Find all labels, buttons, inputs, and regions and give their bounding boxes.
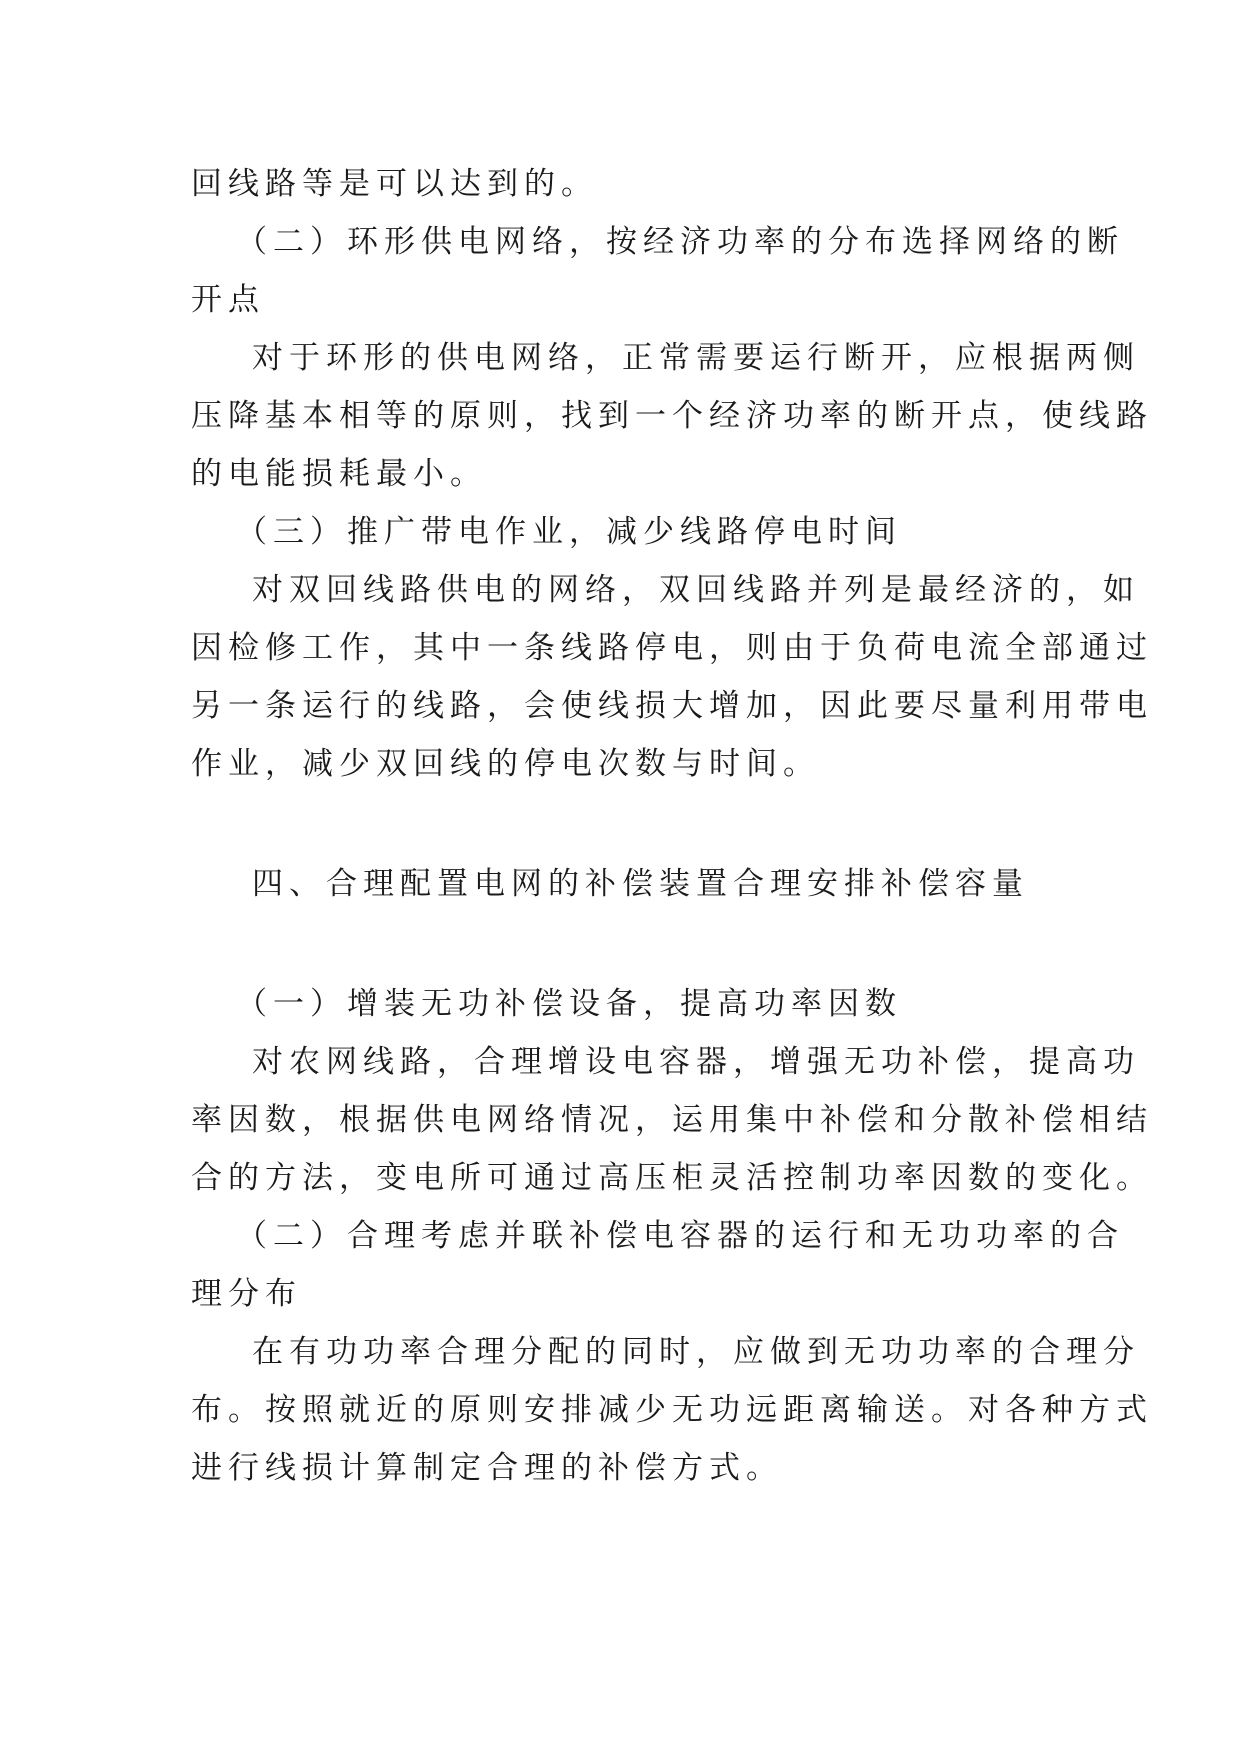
paragraph-line: 率因数，根据供电网络情况，运用集中补偿和分散补偿相结 [191,1102,1153,1138]
paragraph-line: 作业，减少双回线的停电次数与时间。 [191,746,820,782]
section-heading: （二）环形供电网络，按经济功率的分布选择网络的断 [236,224,1124,260]
section-heading-continued: 开点 [191,282,265,318]
paragraph-line: 因检修工作，其中一条线路停电，则由于负荷电流全部通过 [191,630,1153,666]
section-heading: （一）增装无功补偿设备，提高功率因数 [236,986,902,1022]
section-heading-continued: 理分布 [191,1276,302,1312]
section-heading: （二）合理考虑并联补偿电容器的运行和无功功率的合 [236,1218,1124,1254]
section-heading: （三）推广带电作业，减少线路停电时间 [236,514,902,550]
paragraph-line: 在有功功率合理分配的同时，应做到无功功率的合理分 [252,1334,1140,1370]
paragraph-line: 回线路等是可以达到的。 [191,166,598,202]
paragraph-line: 对于环形的供电网络，正常需要运行断开，应根据两侧 [252,340,1140,376]
paragraph-line: 布。按照就近的原则安排减少无功远距离输送。对各种方式 [191,1392,1153,1428]
paragraph-line: 合的方法，变电所可通过高压柜灵活控制功率因数的变化。 [191,1160,1153,1196]
paragraph-line: 压降基本相等的原则，找到一个经济功率的断开点，使线路 [191,398,1153,434]
paragraph-line: 对农网线路，合理增设电容器，增强无功补偿，提高功 [252,1044,1140,1080]
paragraph-line: 另一条运行的线路，会使线损大增加，因此要尽量利用带电 [191,688,1153,724]
paragraph-line: 的电能损耗最小。 [191,456,487,492]
paragraph-line: 对双回线路供电的网络，双回线路并列是最经济的，如 [252,572,1140,608]
chapter-heading: 四、合理配置电网的补偿装置合理安排补偿容量 [252,866,1029,902]
paragraph-line: 进行线损计算制定合理的补偿方式。 [191,1450,783,1486]
